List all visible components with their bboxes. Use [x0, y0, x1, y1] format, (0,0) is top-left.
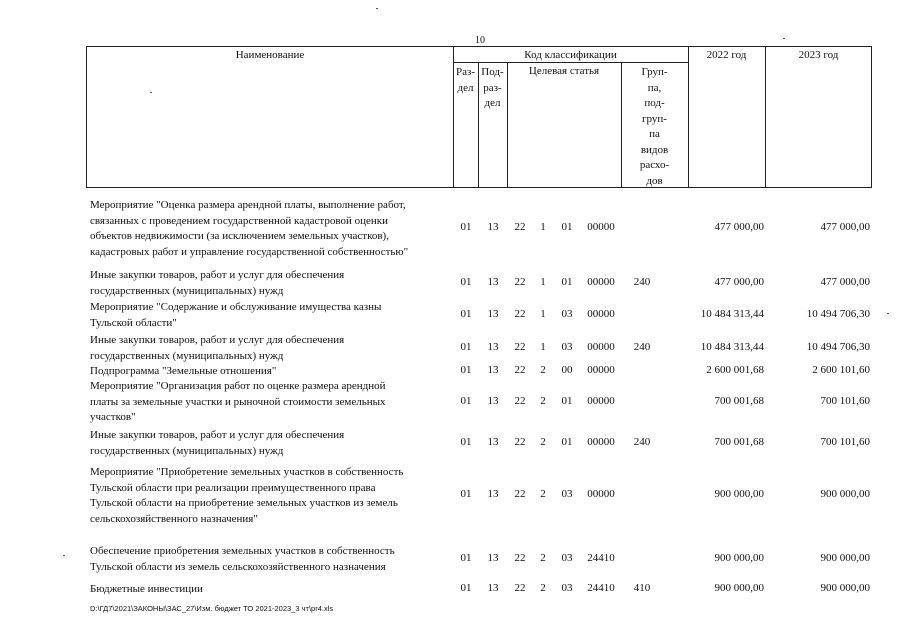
table-row	[0, 198, 905, 260]
code-program: 22	[514, 488, 526, 501]
amount-2023: 477 000,00	[820, 221, 870, 234]
col-divider	[688, 47, 689, 187]
table-row	[0, 428, 905, 459]
row-name	[90, 544, 450, 575]
code-direction: 24410	[587, 551, 615, 564]
header-razdel	[453, 65, 478, 96]
header-group-line: Груп-	[641, 66, 668, 78]
header-group-line: расхо-	[639, 159, 670, 171]
code-program: 22	[514, 394, 526, 407]
row-name-line: государственных (муниципальных) нужд	[90, 444, 284, 457]
header-group-line: груп-	[642, 112, 667, 125]
scan-speck	[63, 555, 65, 556]
table-row	[0, 333, 905, 364]
row-name	[90, 333, 450, 364]
header-group-line: па	[649, 128, 660, 140]
row-name	[90, 268, 450, 299]
header-group-line: видов	[640, 143, 669, 156]
code-razdel: 01	[460, 340, 472, 353]
row-name-line: Бюджетные инвестиции	[90, 583, 203, 595]
code-measure: 03	[561, 488, 573, 501]
amount-2022: 477 000,00	[714, 221, 764, 234]
row-name	[90, 198, 450, 260]
amount-2023: 900 000,00	[820, 551, 870, 564]
code-podrazdel: 13	[487, 435, 499, 448]
code-razdel: 01	[460, 551, 472, 564]
scan-speck	[783, 38, 785, 39]
table-header	[86, 46, 872, 188]
code-program: 22	[514, 551, 526, 564]
code-measure: 01	[561, 394, 573, 407]
header-podrazdel-line: Под-	[481, 66, 504, 78]
code-measure: 01	[561, 435, 573, 448]
code-direction: 00000	[587, 394, 615, 407]
header-razdel-line: дел	[457, 81, 474, 94]
code-subprogram: 1	[540, 221, 546, 234]
row-name-line: связанных с проведением государственной кадастровой оценки	[90, 214, 389, 227]
scan-speck	[887, 313, 889, 314]
code-subprogram: 1	[540, 275, 546, 288]
code-measure: 03	[561, 340, 573, 353]
row-name-line: сельскохозяйственного назначения"	[90, 512, 258, 525]
header-divider	[453, 62, 688, 63]
header-classification: Код классификации	[524, 49, 617, 61]
header-year-2022: 2022 год	[706, 49, 747, 61]
header-podrazdel-line: раз-	[483, 81, 502, 94]
table-row	[0, 582, 905, 598]
scan-speck	[376, 8, 378, 9]
table-row	[0, 379, 905, 426]
code-razdel: 01	[460, 307, 472, 320]
code-group: 410	[633, 582, 651, 594]
code-subprogram: 1	[540, 307, 546, 320]
row-name-line: государственных (муниципальных) нужд	[90, 284, 284, 297]
amount-2022: 10 484 313,44	[700, 307, 764, 320]
scan-speck	[150, 92, 152, 93]
row-name-line: Мероприятие "Содержание и обслуживание имущества казны	[90, 301, 382, 313]
page-number: 10	[475, 35, 485, 46]
row-name	[90, 379, 450, 426]
code-subprogram: 2	[540, 394, 546, 407]
code-razdel: 01	[460, 582, 472, 594]
code-program: 22	[514, 307, 526, 320]
row-name-line: Обеспечение приобретения земельных участков в собственность	[90, 545, 395, 557]
row-name-line: участков"	[90, 411, 136, 423]
row-name	[90, 465, 450, 527]
amount-2023: 700 101,60	[820, 435, 870, 448]
code-direction: 00000	[587, 275, 615, 288]
row-name	[90, 364, 450, 380]
code-measure: 03	[561, 307, 573, 320]
code-podrazdel: 13	[487, 394, 499, 407]
code-razdel: 01	[460, 275, 472, 288]
row-name	[90, 582, 450, 598]
row-name-line: Иные закупки товаров, работ и услуг для обеспечения	[90, 334, 345, 346]
code-razdel: 01	[460, 221, 472, 234]
code-podrazdel: 13	[487, 488, 499, 501]
amount-2022: 10 484 313,44	[700, 340, 764, 353]
row-name-line: Тульской области на приобретение земельных участков из земель	[90, 497, 398, 509]
row-name-line: Тульской области"	[90, 316, 177, 329]
row-name-line: Мероприятие "Оценка размера арендной платы, выполнение работ,	[90, 199, 406, 211]
table-row	[0, 268, 905, 299]
row-name	[90, 300, 450, 331]
amount-2023: 10 494 706,30	[806, 340, 870, 353]
code-program: 22	[514, 275, 526, 288]
amount-2022: 477 000,00	[714, 275, 764, 288]
code-podrazdel: 13	[487, 582, 499, 594]
amount-2023: 900 000,00	[820, 582, 870, 594]
row-name-line: Тульской области из земель сельскохозяйственного назначения	[90, 560, 386, 573]
amount-2023: 10 494 706,30	[806, 307, 870, 320]
table-row	[0, 300, 905, 331]
header-target-article: Целевая статья	[528, 65, 600, 77]
header-group	[621, 65, 688, 189]
amount-2022: 2 600 001,68	[706, 364, 764, 376]
table-row	[0, 465, 905, 527]
code-subprogram: 1	[540, 340, 546, 353]
header-name: Наименование	[235, 49, 305, 61]
code-razdel: 01	[460, 435, 472, 448]
code-subprogram: 2	[540, 488, 546, 501]
row-name-line: Тульской области при реализации преимущественного права	[90, 481, 376, 494]
header-group-line: под-	[644, 97, 665, 109]
row-name-line: государственных (муниципальных) нужд	[90, 349, 284, 362]
code-direction: 00000	[587, 307, 615, 320]
col-divider	[507, 63, 508, 187]
col-divider	[765, 47, 766, 187]
header-razdel-line: Раз-	[455, 66, 475, 78]
row-name	[90, 428, 450, 459]
amount-2023: 700 101,60	[820, 394, 870, 407]
code-subprogram: 2	[540, 551, 546, 564]
code-program: 22	[514, 221, 526, 234]
code-razdel: 01	[460, 364, 472, 376]
amount-2023: 477 000,00	[820, 275, 870, 288]
amount-2023: 2 600 101,60	[812, 364, 870, 376]
table-row	[0, 544, 905, 575]
code-program: 22	[514, 340, 526, 353]
code-podrazdel: 13	[487, 364, 499, 376]
code-measure: 03	[561, 551, 573, 564]
amount-2022: 900 000,00	[714, 582, 764, 594]
code-razdel: 01	[460, 394, 472, 407]
code-direction: 00000	[587, 340, 615, 353]
row-name-line: Мероприятие "Приобретение земельных участков в собственность	[90, 466, 404, 478]
file-path-footer: D:\ГД7\2021\ЗАКОНЫ\ЗАС_27\Изм. бюджет ТО 2021-2023_3 чт\pr4.xls	[90, 604, 334, 613]
amount-2022: 900 000,00	[714, 551, 764, 564]
code-podrazdel: 13	[487, 307, 499, 320]
code-direction: 24410	[587, 582, 615, 594]
code-program: 22	[514, 582, 526, 594]
code-podrazdel: 13	[487, 221, 499, 234]
row-name-line: Подпрограмма "Земельные отношения"	[90, 365, 277, 377]
amount-2022: 700 001,68	[714, 435, 764, 448]
header-podrazdel-line: дел	[484, 97, 501, 109]
code-measure: 03	[561, 582, 573, 594]
row-name-line: кадастровых работ и управление государственной собственностью"	[90, 245, 409, 258]
header-year-2023: 2023 год	[798, 49, 839, 61]
code-measure: 00	[561, 364, 573, 376]
row-name-line: Иные закупки товаров, работ и услуг для обеспечения	[90, 429, 345, 441]
row-name-line: Иные закупки товаров, работ и услуг для обеспечения	[90, 269, 345, 281]
code-group: 240	[633, 340, 651, 353]
code-podrazdel: 13	[487, 275, 499, 288]
row-name-line: платы за земельные участки и рыночной стоимости земельных	[90, 395, 386, 408]
code-direction: 00000	[587, 488, 615, 501]
code-podrazdel: 13	[487, 551, 499, 564]
code-program: 22	[514, 435, 526, 448]
code-group: 240	[633, 275, 651, 288]
code-direction: 00000	[587, 364, 615, 376]
row-name-line: объектов недвижимости (за исключением земельных участков),	[90, 230, 389, 242]
header-group-line: па,	[647, 81, 662, 94]
code-direction: 00000	[587, 221, 615, 234]
amount-2022: 700 001,68	[714, 394, 764, 407]
code-program: 22	[514, 364, 526, 376]
table-row	[0, 364, 905, 380]
header-podrazdel	[478, 65, 507, 112]
code-subprogram: 2	[540, 364, 546, 376]
code-measure: 01	[561, 221, 573, 234]
code-direction: 00000	[587, 435, 615, 448]
header-group-line: дов	[646, 174, 663, 187]
row-name-line: Мероприятие "Организация работ по оценке размера арендной	[90, 380, 386, 392]
code-subprogram: 2	[540, 435, 546, 448]
code-measure: 01	[561, 275, 573, 288]
code-group: 240	[633, 435, 651, 448]
code-razdel: 01	[460, 488, 472, 501]
amount-2022: 900 000,00	[714, 488, 764, 501]
amount-2023: 900 000,00	[820, 488, 870, 501]
code-subprogram: 2	[540, 582, 546, 594]
code-podrazdel: 13	[487, 340, 499, 353]
